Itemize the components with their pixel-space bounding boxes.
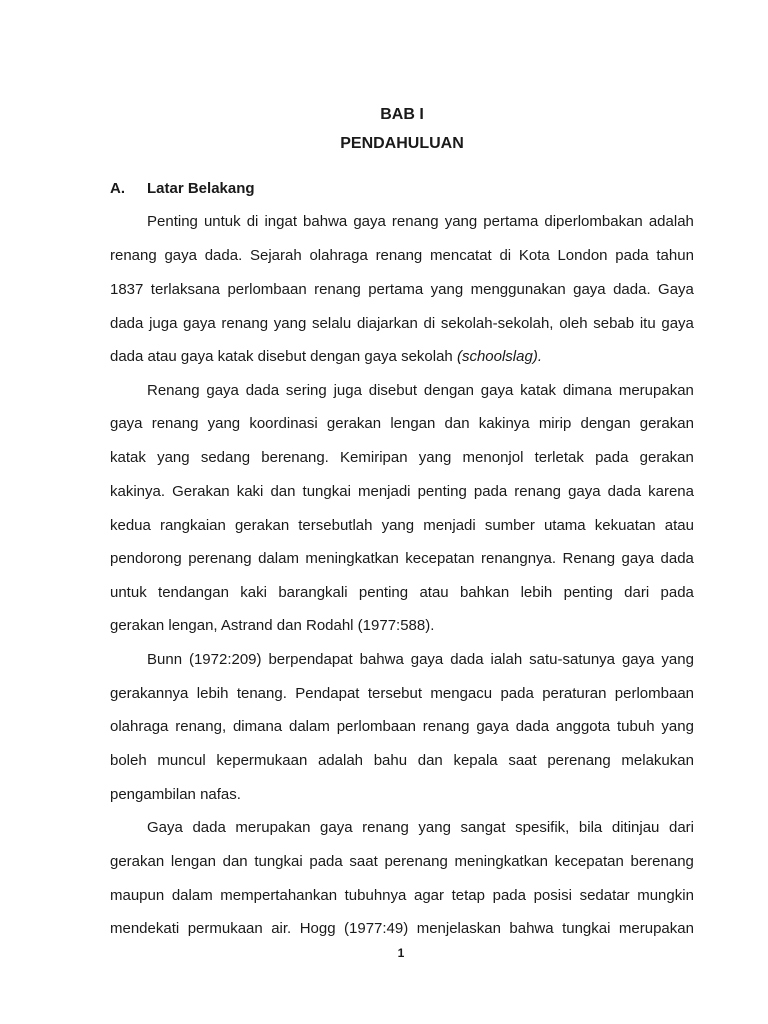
word: London	[557, 247, 608, 264]
word: barangkali	[278, 584, 348, 601]
word: renang	[391, 213, 439, 230]
word: dan	[222, 853, 248, 870]
word: gaya	[410, 651, 444, 668]
word: gerakan	[639, 449, 694, 466]
word: dari	[668, 819, 694, 836]
text-line	[110, 886, 694, 906]
word: pada	[500, 685, 534, 702]
word: berenang.	[261, 449, 329, 466]
word: Bunn	[147, 651, 183, 668]
word: tetap	[451, 887, 485, 904]
word: dan	[270, 483, 296, 500]
word: tenang.	[236, 685, 287, 702]
word: lebih	[520, 584, 553, 601]
word: sedatar	[579, 887, 630, 904]
word: dada	[192, 819, 226, 836]
word: Hogg	[299, 920, 336, 937]
word: gaya	[183, 315, 216, 332]
word: pada	[615, 247, 649, 264]
word: yang	[661, 718, 694, 735]
word: renang	[422, 718, 470, 735]
word: tubuhnya	[344, 887, 407, 904]
word: untuk	[203, 213, 241, 230]
word: juga	[149, 315, 178, 332]
word: untuk	[110, 584, 147, 601]
word: disebut	[368, 382, 418, 399]
word: gaya	[164, 247, 197, 264]
word: gaya	[206, 382, 239, 399]
word: penting	[358, 584, 409, 601]
word: renang,	[175, 718, 227, 735]
word: perenang	[547, 752, 611, 769]
word: gerakannya	[110, 685, 189, 702]
word: yang	[661, 651, 694, 668]
word: pertama	[483, 213, 539, 230]
word: Gaya	[147, 819, 183, 836]
word: sedang	[200, 449, 251, 466]
text-line	[110, 482, 694, 502]
word: renang	[514, 483, 562, 500]
word: tahun	[656, 247, 694, 264]
word: sangat	[460, 819, 506, 836]
word: gaya	[621, 550, 655, 567]
word: penting	[417, 483, 467, 500]
word: maupun	[110, 887, 165, 904]
word: dada	[110, 315, 144, 332]
word: gaya	[320, 819, 353, 836]
word: atau	[664, 517, 694, 534]
word: saat	[349, 853, 378, 870]
word: Penting	[147, 213, 198, 230]
word: dada.	[613, 281, 651, 298]
word: renang	[362, 819, 409, 836]
word: pada	[492, 887, 526, 904]
word: gaya	[621, 651, 655, 668]
word: sebab	[593, 315, 635, 332]
word: ingat	[264, 213, 297, 230]
section-number: A.	[110, 180, 125, 197]
word: olahraga	[110, 718, 169, 735]
word: gaya	[480, 382, 514, 399]
word: yang	[207, 415, 241, 432]
word: lengan	[390, 415, 436, 432]
word: kepala	[453, 752, 498, 769]
word: adalah	[317, 752, 364, 769]
word: renang	[151, 415, 199, 432]
word: yang	[430, 281, 464, 298]
word: merupakan	[618, 382, 694, 399]
word: perenang	[188, 550, 252, 567]
word: sekolah-sekolah,	[440, 315, 554, 332]
word: muncul	[157, 752, 206, 769]
word: pendorong	[110, 550, 182, 567]
chapter-label: BAB I	[380, 106, 424, 123]
text-line: gerakan lengan, Astrand dan Rodahl (1977:588).	[110, 617, 435, 634]
word: meningkatkan	[305, 550, 399, 567]
word: kekuatan	[594, 517, 656, 534]
word: meningkatkan	[454, 853, 548, 870]
text-line	[147, 818, 694, 838]
page-number: 1	[397, 946, 405, 960]
word: permukaan	[187, 920, 263, 937]
text-line	[110, 852, 694, 872]
word: diperlombakan	[544, 213, 643, 230]
word: diajarkan	[356, 315, 418, 332]
section-title: Latar Belakang	[147, 180, 255, 197]
word: mendekati	[110, 920, 180, 937]
word: (1977:49)	[344, 920, 409, 937]
word: tungkai	[562, 920, 611, 937]
text-line	[110, 549, 694, 569]
text-line	[110, 280, 694, 300]
word: dengan	[423, 382, 474, 399]
word: dimana	[232, 718, 283, 735]
word: dada.	[204, 247, 243, 264]
word: utama	[543, 517, 586, 534]
word: Pendapat	[295, 685, 360, 702]
word: saat	[508, 752, 537, 769]
word: air.	[271, 920, 292, 937]
word: bahu	[373, 752, 408, 769]
word: penting	[563, 584, 613, 601]
text-line-last	[110, 347, 694, 367]
word: perlombaan	[227, 281, 307, 298]
word: tungkai	[302, 483, 351, 500]
word: terletak	[534, 449, 584, 466]
word: Gerakan	[172, 483, 230, 500]
word: posisi	[533, 887, 572, 904]
word: kakinya.	[110, 483, 166, 500]
text-line	[110, 583, 694, 603]
word: menjelaskan	[416, 920, 501, 937]
word: mengacu	[430, 685, 493, 702]
word: kaki	[236, 483, 264, 500]
word: karena	[648, 483, 694, 500]
word: satu-satunya	[529, 651, 616, 668]
word: pertama	[368, 281, 424, 298]
word: gaya	[573, 281, 606, 298]
word: itu	[639, 315, 656, 332]
text-line	[110, 448, 694, 468]
word: sering	[285, 382, 327, 399]
word: di	[423, 315, 436, 332]
word: atau	[419, 584, 449, 601]
chapter-title: PENDAHULUAN	[340, 135, 464, 152]
word: renang	[375, 247, 423, 264]
text-line: dada atau gaya katak disebut dengan gaya sekolah	[110, 348, 453, 365]
word: bahwa	[509, 920, 554, 937]
word: bahwa	[359, 651, 404, 668]
word: bila	[578, 819, 603, 836]
word: Renang	[147, 382, 200, 399]
word: pada	[309, 853, 343, 870]
word: Renang	[562, 550, 616, 567]
word: ditinjau	[611, 819, 660, 836]
word: lebih	[196, 685, 229, 702]
word: gaya	[568, 483, 601, 500]
word: dan	[417, 752, 443, 769]
word: yang	[444, 213, 478, 230]
word: pada	[660, 584, 694, 601]
word: kaki	[240, 584, 267, 601]
word: tendangan	[158, 584, 229, 601]
word: perenang	[384, 853, 448, 870]
word: (1972:209)	[188, 651, 262, 668]
word: yang	[418, 449, 452, 466]
word: yang	[157, 449, 190, 466]
word: dimana	[562, 382, 613, 399]
word: gaya	[110, 415, 143, 432]
word: 1837	[110, 281, 144, 298]
word: renang	[110, 247, 157, 264]
word: menjadi	[357, 483, 411, 500]
word: koordinasi	[249, 415, 318, 432]
word: tubuh	[617, 718, 655, 735]
text-line	[110, 246, 694, 266]
word: di	[499, 247, 512, 264]
word: dada	[607, 483, 642, 500]
word: menjadi	[423, 517, 476, 534]
word: dalam	[289, 718, 330, 735]
text-line	[110, 751, 694, 771]
word: Kota	[518, 247, 550, 264]
text-line: pengambilan nafas.	[110, 786, 241, 803]
word: gerakan	[234, 517, 290, 534]
word: lengan	[170, 853, 216, 870]
word: dada	[450, 651, 484, 668]
word: kepermukaan	[216, 752, 308, 769]
text-line	[110, 717, 694, 737]
word: mempertahankan	[220, 887, 338, 904]
word: dan	[444, 415, 470, 432]
word: anggota	[555, 718, 611, 735]
word: kakinya	[478, 415, 530, 432]
word: sumber	[484, 517, 535, 534]
word: boleh	[110, 752, 147, 769]
word: mencatat	[430, 247, 492, 264]
word: renang	[314, 281, 361, 298]
text-line	[147, 650, 694, 670]
word: Kemiripan	[340, 449, 408, 466]
text-line	[110, 684, 694, 704]
word: dari	[624, 584, 650, 601]
word: olahraga	[309, 247, 368, 264]
word: bahkan	[460, 584, 510, 601]
word: gerakan	[326, 415, 382, 432]
word: dalam	[171, 887, 213, 904]
word: peraturan	[542, 685, 607, 702]
word: yang	[381, 517, 415, 534]
word: kecepatan	[554, 853, 624, 870]
word: perlombaan	[614, 685, 694, 702]
word: adalah	[648, 213, 694, 230]
word: tersebut	[367, 685, 423, 702]
word: menggunakan	[470, 281, 566, 298]
word: merupakan	[618, 920, 694, 937]
word: dada	[660, 550, 694, 567]
word: perlombaan	[336, 718, 416, 735]
word: terlaksana	[150, 281, 221, 298]
text-line	[147, 381, 694, 401]
word: oleh	[559, 315, 588, 332]
word: dada	[245, 382, 280, 399]
word: renang	[221, 315, 269, 332]
italic-term: (schoolslag).	[456, 348, 542, 365]
text-line	[110, 314, 694, 334]
word: berenang	[630, 853, 694, 870]
word: yang	[273, 315, 307, 332]
word: agar	[413, 887, 445, 904]
word: Gaya	[658, 281, 694, 298]
word: merupakan	[235, 819, 311, 836]
word: dalam	[258, 550, 299, 567]
word: tersebutlah	[298, 517, 373, 534]
word: mirip	[538, 415, 572, 432]
word: katak	[520, 382, 556, 399]
text-line	[110, 919, 694, 939]
word: gerakan	[639, 415, 694, 432]
word: mungkin	[637, 887, 694, 904]
word: gaya	[476, 718, 509, 735]
word: berpendapat	[268, 651, 353, 668]
word: ialah	[490, 651, 523, 668]
word: pada	[595, 449, 629, 466]
text-line	[147, 212, 694, 232]
word: yang	[418, 819, 451, 836]
word: melakukan	[621, 752, 694, 769]
word: dengan	[580, 415, 631, 432]
word: gaya	[353, 213, 386, 230]
word: Sejarah	[250, 247, 302, 264]
word: kedua	[110, 517, 151, 534]
word: katak	[110, 449, 146, 466]
word: gerakan	[110, 853, 165, 870]
word: menonjol	[462, 449, 524, 466]
word: kecepatan	[405, 550, 475, 567]
word: juga	[333, 382, 362, 399]
word: renangnya.	[480, 550, 557, 567]
word: rangkaian	[159, 517, 226, 534]
text-line	[110, 516, 694, 536]
word: bahwa	[303, 213, 348, 230]
text-line	[110, 414, 694, 434]
word: di	[246, 213, 259, 230]
word: spesifik,	[515, 819, 570, 836]
word: gaya	[661, 315, 694, 332]
word: pada	[473, 483, 508, 500]
word: tungkai	[254, 853, 303, 870]
word: selalu	[312, 315, 352, 332]
word: dada	[515, 718, 550, 735]
